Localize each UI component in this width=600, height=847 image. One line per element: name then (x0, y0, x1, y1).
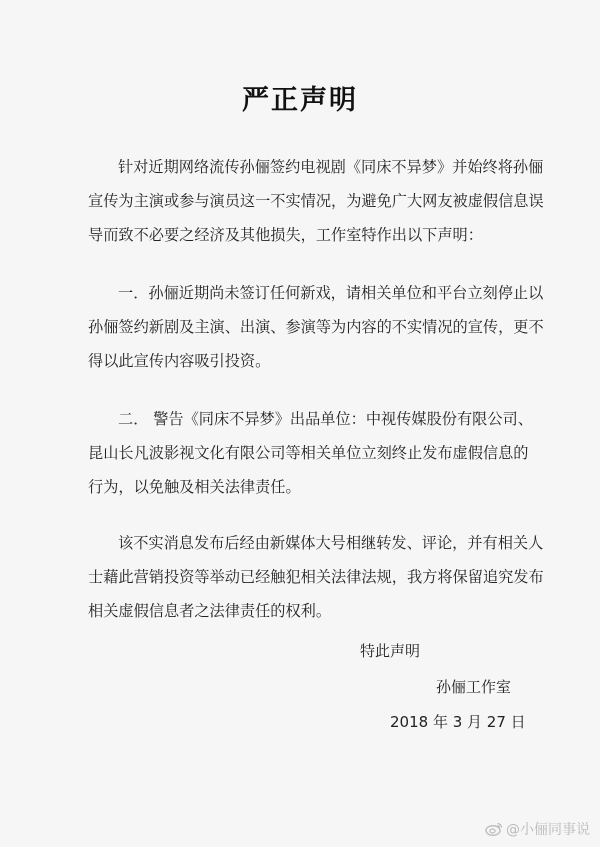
intro-line-2: 宣传为主演或参与演员这一不实情况，为避免广大网友被虚假信息误 (88, 192, 544, 210)
point-2-line-1: 二． 警告《同床不异梦》出品单位：中视传媒股份有限公司、 (118, 410, 533, 428)
watermark-text: @小俪同事说 (506, 822, 590, 838)
intro-line-1: 针对近期网络流传孙俪签约电视剧《同床不异梦》并始终将孙俪 (118, 158, 544, 176)
intro-paragraph (88, 150, 544, 252)
point-1-line-1: 一．孙俪近期尚未签订任何新戏，请相关单位和平台立刻停止以 (118, 284, 544, 302)
point-1-line-2: 孙俪签约新剧及主演、出演、参演等为内容的不实情况的宣传，更不 (88, 318, 544, 336)
statement-title: 严正声明 (242, 85, 358, 116)
closing-line-1: 该不实消息发布后经由新媒体大号相继转发、评论，并有相关人 (118, 534, 544, 552)
point-2-line-2: 昆山长凡波影视文化有限公司等相关单位立刻终止发布虚假信息的 (88, 444, 529, 462)
point-1-line-3: 得以此宣传内容吸引投资。 (88, 352, 271, 370)
point-1-paragraph (88, 276, 544, 378)
sign-off-text: 特此声明 (360, 642, 421, 660)
weibo-watermark (485, 819, 590, 839)
closing-line-2: 士藉此营销投资等举动已经触犯相关法律法规，我方将保留追究发布 (88, 568, 544, 586)
closing-line-3: 相关虚假信息者之法律责任的权利。 (88, 602, 331, 620)
point-2-paragraph (88, 402, 533, 504)
closing-paragraph (88, 526, 544, 628)
statement-date: 2018 年 3 月 27 日 (390, 713, 526, 731)
signatory-name: 孙俪工作室 (436, 678, 512, 696)
point-2-line-3: 行为，以免触及相关法律责任。 (88, 478, 301, 496)
weibo-icon (485, 822, 503, 836)
intro-line-3: 导而致不必要之经济及其他损失，工作室特作出以下声明： (88, 226, 483, 244)
